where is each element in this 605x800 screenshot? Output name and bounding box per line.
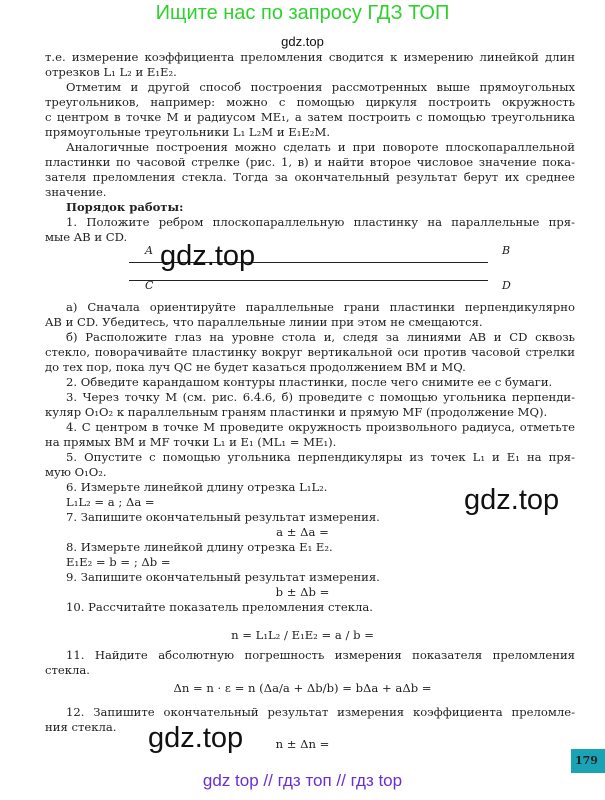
text-line: мые AB и CD. [45,230,128,244]
text-line: 10. Рассчитайте показатель преломления стекла. [66,600,373,614]
text-line: зателя преломления стекла. Тогда за окончательный результат берут их среднее [45,170,575,184]
text-line: на прямых BM и MF точки L₁ и E₁ (ML₁ = ME₁). [45,435,337,449]
watermark-small: gdz.top [281,34,324,49]
text-line: треугольников, например: можно с помощью циркуля построить окружность [45,95,575,109]
text-line: Δn = n · ε = n (Δa/a + Δb/b) = bΔa + aΔb = [173,681,432,695]
text-line: b ± Δb = [275,585,330,599]
label-b: B [502,244,511,257]
text-line: L₁L₂ = a ; Δa = [66,495,155,509]
text-line: 5. Опустите с помощью угольника перпендикуляры из точек L₁ и E₁ на пря- [66,450,575,464]
text-line: Отметим и другой способ построения рассмотренных выше прямоугольных [66,80,575,94]
text-line: 2. Обведите карандашом контуры пластинки, после чего снимите ее с бумаги. [66,375,553,389]
text-line: стекла. [45,663,90,677]
text-line: Порядок работы: [66,200,184,214]
text-line: т.е. измерение коэффициента преломления сводится к измерению линейкой длин [45,50,575,64]
text-line: n = L₁L₂ / E₁E₂ = a / b = [231,628,374,642]
text-line: пластинки по часовой стрелке (рис. 1, в) и найти второе числовое значение пока- [45,155,575,169]
text-line: 6. Измерьте линейкой длину отрезка L₁L₂. [66,480,328,494]
text-line: куляр O₁O₂ к параллельным граням пластинки и прямую MF (продолжение MQ). [45,405,548,419]
text-line: 7. Запишите окончательный результат измерения. [66,510,380,524]
text-line: а) Сначала ориентируйте параллельные грани пластинки перпендикулярно [66,300,575,314]
text-line: n ± Δn = [275,737,330,751]
text-line: E₁E₂ = b = ; Δb = [66,555,171,569]
footer-links: gdz top // гдз топ // гдз top [202,771,403,790]
text-line: б) Расположите глаз на уровне стола и, следя за линиями AB и CD сквозь [66,330,575,344]
text-line: 3. Через точку M (см. рис. 6.4.6, б) проведите с помощью угольника перпенди- [66,390,575,404]
watermark: gdz.top [464,484,560,516]
text-line: 12. Запишите окончательный результат измерения коэффициента преломле- [66,705,575,719]
text-line: до тех пор, пока луч QC не будет казаться продолжением BM и MQ. [45,360,466,374]
page-number: 179 [571,749,605,773]
text-line: значение. [45,185,107,199]
text-line: 11. Найдите абсолютную погрешность измерения показателя преломления [66,648,575,662]
text-line: 9. Запишите окончательный результат измерения. [66,570,380,584]
text-line: мую O₁O₂. [45,465,107,479]
text-line: a ± Δa = [276,525,329,539]
text-line: Аналогичные построения можно сделать и при повороте плоскопараллельной [66,140,575,154]
label-c: C [145,279,154,292]
text-line: AB и CD. Убедитесь, что параллельные линии при этом не смещаются. [45,315,483,329]
text-line: с центром в точке M и радиусом ME₁, а затем построить с помощью треугольника [45,110,575,124]
text-line: прямоугольные треугольники L₁ L₂M и E₁E₂M. [45,125,331,139]
label-a: A [145,244,153,257]
text-line: отрезков L₁ L₂ и E₁E₂. [45,65,177,79]
watermark: gdz.top [148,722,244,754]
text-line: 1. Положите ребром плоскопараллельную пластинку на параллельные пря- [66,215,575,229]
line-cd [129,280,488,281]
text-line: стекло, поворачивайте пластинку вокруг вертикальной оси против часовой стрелки [45,345,575,359]
text-line: ния стекла. [45,720,117,734]
label-d: D [502,279,511,292]
text-line: 4. С центром в точке M проведите окружность произвольного радиуса, отметьте [66,420,575,434]
promo-banner: Ищите нас по запросу ГДЗ ТОП [155,2,450,24]
watermark: gdz.top [160,240,256,272]
text-line: 8. Измерьте линейкой длину отрезка E₁ E₂. [66,540,333,554]
